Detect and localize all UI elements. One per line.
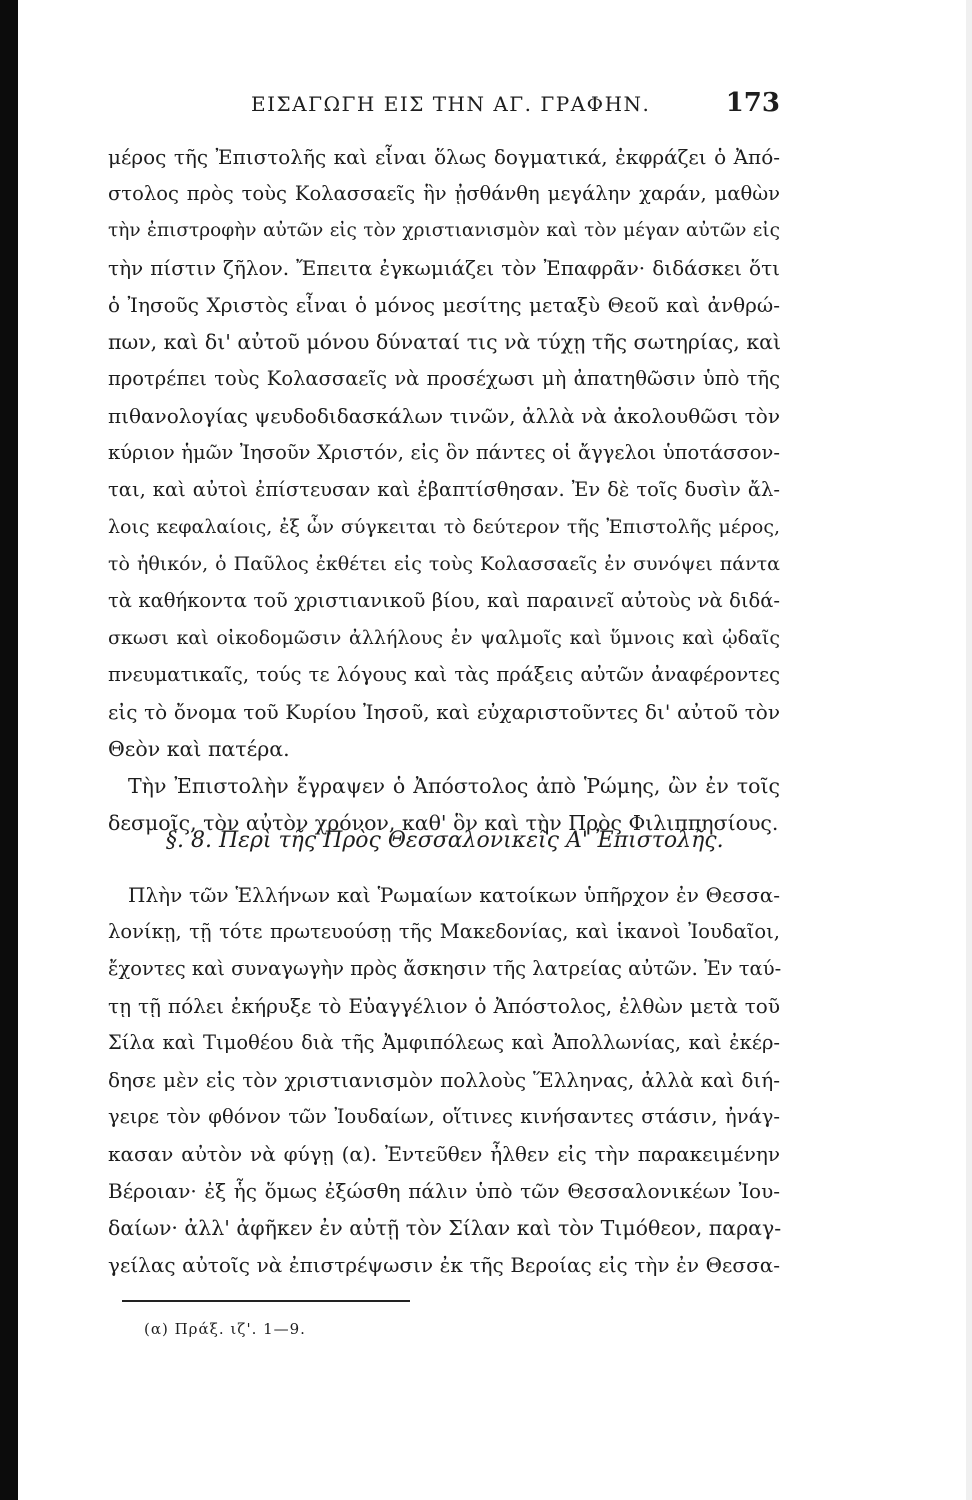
text-line: κασαν αὐτὸν νὰ φύγῃ (α). Ἐντεῦθεν ἦλθεν εἰς τὴν παρακειμένην bbox=[108, 1142, 780, 1166]
text-line: ὁ Ἰησοῦς Χριστὸς εἶναι ὁ μόνος μεσίτης μεταξὺ Θεοῦ καὶ ἀνθρώ- bbox=[108, 293, 780, 317]
text-line: τὸ ἠθικόν, ὁ Παῦλος ἐκθέτει εἰς τοὺς Κολασσαεῖς ἐν συνόψει πάντα bbox=[108, 553, 780, 575]
running-title: ΕΙΣΑΓΩΓΗ ΕΙΣ ΤΗΝ ΑΓ. ΓΡΑΦΗΝ. bbox=[251, 92, 651, 116]
text-line: Πλὴν τῶν Ἑλλήνων καὶ Ῥωμαίων κατοίκων ὑπῆρχον ἐν Θεσσα- bbox=[128, 883, 780, 907]
text-line: πων, καὶ δι' αὐτοῦ μόνου δύναταί τις νὰ τύχῃ τῆς σωτηρίας, καὶ bbox=[108, 330, 782, 354]
text-line: γείλας αὐτοῖς νὰ ἐπιστρέψωσιν ἐκ τῆς Βεροίας εἰς τὴν ἐν Θεσσα- bbox=[108, 1253, 780, 1277]
text-line: προτρέπει τοὺς Κολασσαεῖς νὰ προσέχωσι μὴ ἀπατηθῶσιν ὑπὸ τῆς bbox=[108, 367, 780, 390]
text-line: λοις κεφαλαίοις, ἐξ ὧν σύγκειται τὸ δεύτερον τῆς Ἐπιστολῆς μέρος, bbox=[108, 516, 780, 538]
scan-right-edge bbox=[966, 0, 972, 1500]
text-line: δεσμοῖς, τὸν αὐτὸν χρόνον, καθ' ὃν καὶ τὴν Πρὸς Φιλιππησίους. bbox=[108, 811, 779, 835]
text-line: Βέροιαν· ἐξ ἧς ὅμως ἐξώσθη πάλιν ὑπὸ τῶν Θεσσαλονικέων Ἰου- bbox=[108, 1179, 780, 1203]
text-line: γειρε τὸν φθόνον τῶν Ἰουδαίων, οἵτινες κινήσαντες στάσιν, ἠνάγ- bbox=[108, 1105, 780, 1128]
text-line: κύριον ἡμῶν Ἰησοῦν Χριστόν, εἰς ὃν πάντες οἱ ἄγγελοι ὑποτάσσον- bbox=[108, 441, 780, 464]
text-line: τὴν ἐπιστροφὴν αὐτῶν εἰς τὸν χριστιανισμὸν καὶ τὸν μέγαν αὐτῶν εἰς bbox=[108, 220, 780, 241]
text-line: τῃ τῇ πόλει ἐκήρυξε τὸ Εὐαγγέλιον ὁ Ἀπόστολος, ἐλθὼν μετὰ τοῦ bbox=[108, 994, 780, 1018]
text-line: ἔχοντες καὶ συναγωγὴν πρὸς ἄσκησιν τῆς λατρείας αὐτῶν. Ἐν ταύ- bbox=[108, 957, 782, 980]
text-line: μέρος τῆς Ἐπιστολῆς καὶ εἶναι ὅλως δογματικά, ἐκφράζει ὁ Ἀπό- bbox=[108, 145, 780, 169]
text-line: σκωσι καὶ οἰκοδομῶσιν ἀλλήλους ἐν ψαλμοῖς καὶ ὕμνοις καὶ ᾠδαῖς bbox=[108, 627, 780, 649]
scan-left-edge bbox=[0, 0, 18, 1500]
text-line: ται, καὶ αὐτοὶ ἐπίστευσαν καὶ ἐβαπτίσθησαν. Ἐν δὲ τοῖς δυσὶν ἄλ- bbox=[108, 478, 780, 501]
text-line: δησε μὲν εἰς τὸν χριστιανισμὸν πολλοὺς Ἕλληνας, ἀλλὰ καὶ διή- bbox=[108, 1068, 780, 1092]
page-header bbox=[108, 88, 780, 122]
page-number: 173 bbox=[725, 88, 780, 118]
text-line: Τὴν Ἐπιστολὴν ἔγραψεν ὁ Ἀπόστολος ἀπὸ Ῥώμης, ὢν ἐν τοῖς bbox=[128, 774, 780, 798]
text-line: Σίλα καὶ Τιμοθέου διὰ τῆς Ἀμφιπόλεως καὶ Ἀπολλωνίας, καὶ ἐκέρ- bbox=[108, 1031, 780, 1054]
text-line: δαίων· ἀλλ' ἀφῆκεν ἐν αὐτῇ τὸν Σίλαν καὶ τὸν Τιμόθεον, παραγ- bbox=[108, 1216, 782, 1240]
text-line: πνευματικαῖς, τούς τε λόγους καὶ τὰς πράξεις αὐτῶν ἀναφέροντες bbox=[108, 663, 780, 686]
section-heading: §. 8. Περὶ τῆς Πρὸς Θεσσαλονικεῖς Α' Ἐπιστολῆς. bbox=[166, 828, 724, 853]
text-line: εἰς τὸ ὄνομα τοῦ Κυρίου Ἰησοῦ, καὶ εὐχαριστοῦντες δι' αὐτοῦ τὸν bbox=[108, 700, 780, 724]
text-line: λονίκῃ, τῇ τότε πρωτευούσῃ τῆς Μακεδονίας, καὶ ἱκανοὶ Ἰουδαῖοι, bbox=[108, 920, 780, 943]
text-line: τὴν πίστιν ζῆλον. Ἔπειτα ἐγκωμιάζει τὸν Ἐπαφρᾶν· διδάσκει ὅτι bbox=[108, 256, 780, 280]
text-line: τὰ καθήκοντα τοῦ χριστιανικοῦ βίου, καὶ παραινεῖ αὐτοὺς νὰ διδά- bbox=[108, 589, 780, 612]
text-line: στολος πρὸς τοὺς Κολασσαεῖς ἣν ᾐσθάνθη μεγάλην χαράν, μαθὼν bbox=[108, 182, 780, 205]
footnote-rule bbox=[122, 1300, 410, 1302]
text-line: Θεὸν καὶ πατέρα. bbox=[108, 737, 290, 761]
footnote: (α) Πράξ. ιζ'. 1—9. bbox=[144, 1320, 306, 1338]
text-line: πιθανολογίας ψευδοδιδασκάλων τινῶν, ἀλλὰ νὰ ἀκολουθῶσι τὸν bbox=[108, 404, 780, 428]
